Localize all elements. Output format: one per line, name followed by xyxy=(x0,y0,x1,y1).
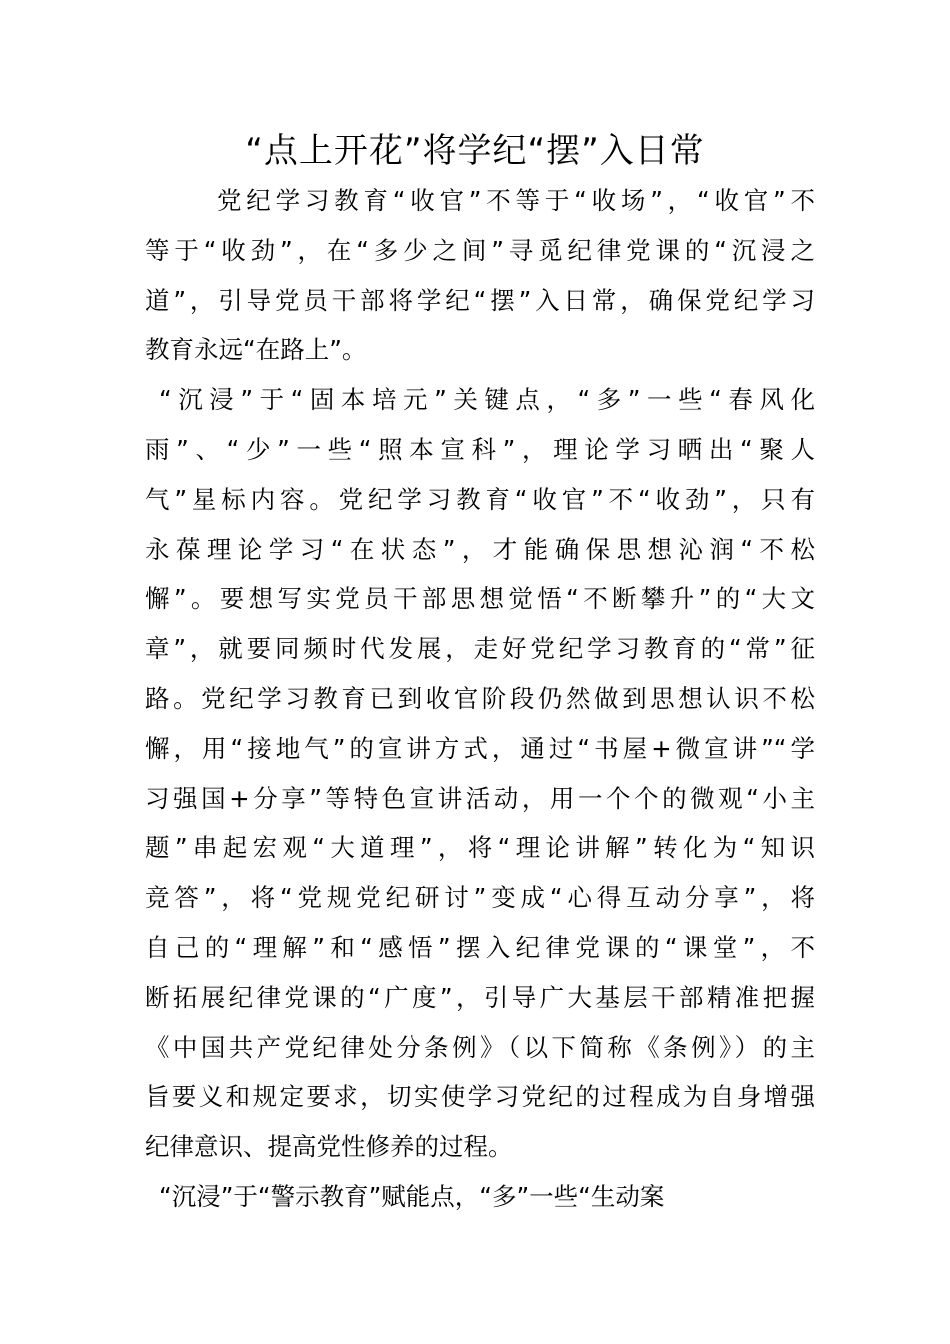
paragraph-line: 题”串起宏观“大道理”，将“理论讲解”转化为“知识 xyxy=(145,833,815,863)
paragraph-line: 教育永远“在路上”。 xyxy=(145,335,367,365)
paragraph xyxy=(145,375,815,1172)
paragraph-line: “沉浸”于“固本培元”关键点，“多”一些“春风化 xyxy=(159,385,815,415)
paragraph-line: 旨要义和规定要求，切实使学习党纪的过程成为自身增强 xyxy=(145,1082,815,1112)
paragraph xyxy=(145,1172,815,1222)
paragraph-line: 纪律意识、提高党性修养的过程。 xyxy=(145,1132,513,1162)
paragraph-line: 习强国+分享”等特色宣讲活动，用一个个的微观“小主 xyxy=(145,783,815,813)
paragraph-line: 《中国共产党纪律处分条例》（以下简称《条例》）的主 xyxy=(145,1032,815,1062)
paragraph-line: 雨”、“少”一些“照本宣科”，理论学习晒出“聚人 xyxy=(145,434,815,464)
paragraph-line: 永葆理论学习“在状态”，才能确保思想沁润“不松 xyxy=(145,534,815,564)
paragraph-line: 路。党纪学习教育已到收官阶段仍然做到思想认识不松 xyxy=(145,683,815,713)
paragraph-line: 气”星标内容。党纪学习教育“收官”不“收劲”，只有 xyxy=(145,484,815,514)
paragraph-line: 等于“收劲”，在“多少之间”寻觅纪律党课的“沉浸之 xyxy=(145,235,815,265)
paragraph-line: 懈，用“接地气”的宣讲方式，通过“书屋+微宣讲”“学 xyxy=(145,733,815,763)
paragraph-line: 竞答”，将“党规党纪研讨”变成“心得互动分享”，将 xyxy=(145,883,815,913)
paragraph-line: 党纪学习教育“收官”不等于“收场”，“收官”不 xyxy=(217,186,815,215)
paragraph-line: 自己的“理解”和“感悟”摆入纪律党课的“课堂”，不 xyxy=(145,932,815,962)
paragraph-line: “沉浸”于“警示教育”赋能点，“多”一些“生动案 xyxy=(159,1181,665,1211)
paragraph-line: 懈”。要想写实党员干部思想觉悟“不断攀升”的“大文 xyxy=(145,584,815,614)
paragraph xyxy=(145,176,815,375)
paragraph-line: 道”，引导党员干部将学纪“摆”入日常，确保党纪学习 xyxy=(145,285,815,315)
paragraph-line: 断拓展纪律党课的“广度”，引导广大基层干部精准把握 xyxy=(145,982,815,1012)
paragraph-line: 章”，就要同频时代发展，走好党纪学习教育的“常”征 xyxy=(145,634,815,664)
document-title: “点上开花”将学纪“摆”入日常 xyxy=(245,131,705,171)
document-body xyxy=(145,176,815,1222)
